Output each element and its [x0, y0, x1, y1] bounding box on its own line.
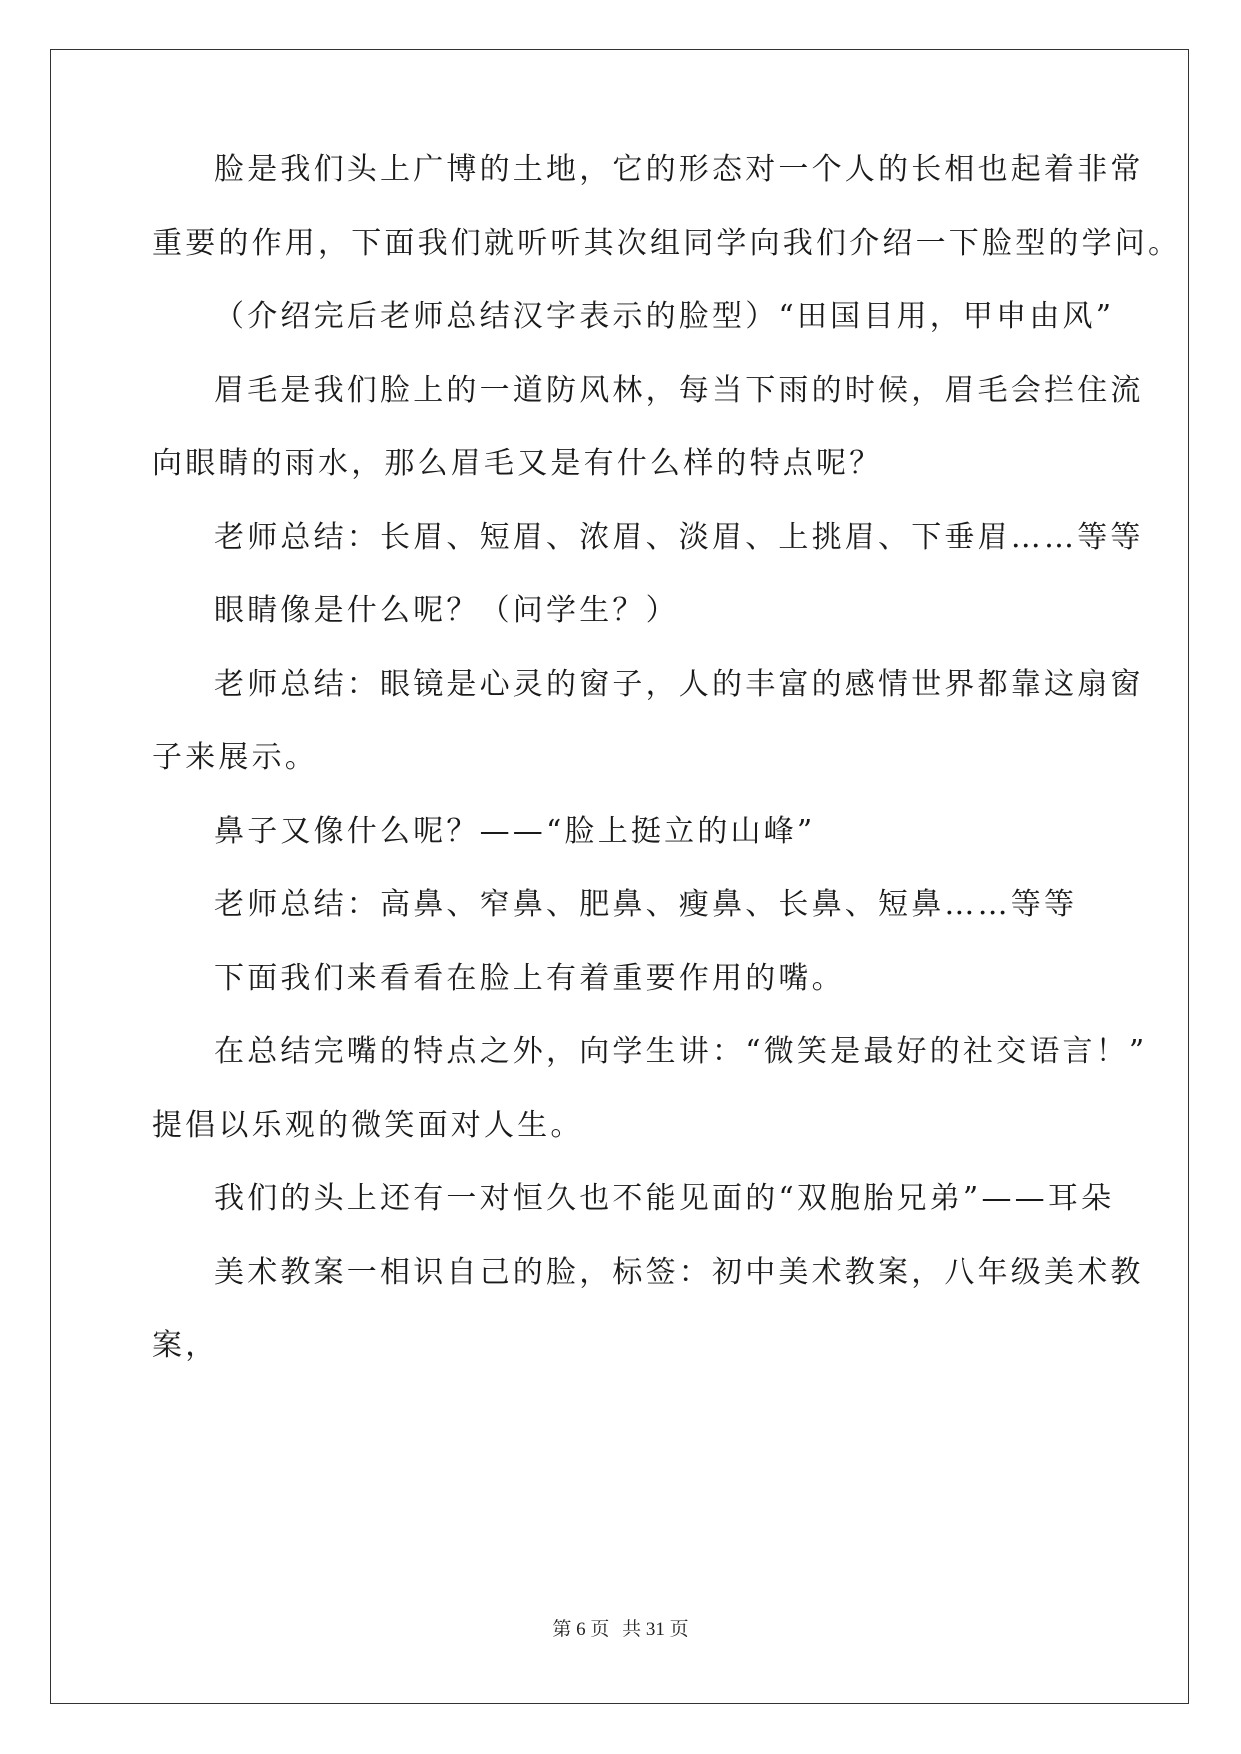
paragraph-line: 老师总结：高鼻、窄鼻、肥鼻、瘦鼻、长鼻、短鼻……等等 — [214, 887, 1078, 922]
page-footer — [0, 1614, 1241, 1641]
paragraph-line: 美术教案一相识自己的脸，标签：初中美术教案，八年级美术教 — [214, 1255, 1144, 1290]
paragraph-line: 鼻子又像什么呢？——“脸上挺立的山峰” — [214, 814, 816, 849]
paragraph-line: 提倡以乐观的微笑面对人生。 — [152, 1108, 584, 1143]
paragraph-line: 脸是我们头上广博的土地，它的形态对一个人的长相也起着非常 — [214, 152, 1144, 187]
paragraph-line: 眼睛像是什么呢？（问学生？） — [214, 593, 679, 628]
paragraph-line: 案， — [152, 1328, 219, 1363]
paragraph-line: 眉毛是我们脸上的一道防风林，每当下雨的时候，眉毛会拦住流 — [214, 373, 1144, 408]
paragraph-line: 在总结完嘴的特点之外，向学生讲：“微笑是最好的社交语言！” — [214, 1034, 1148, 1069]
paragraph-line: 老师总结：长眉、短眉、浓眉、淡眉、上挑眉、下垂眉……等等 — [214, 520, 1144, 555]
paragraph-line: 老师总结：眼镜是心灵的窗子，人的丰富的感情世界都靠这扇窗 — [214, 667, 1144, 702]
paragraph-line: （介绍完后老师总结汉字表示的脸型）“田国目用，甲申由风” — [214, 299, 1115, 334]
total-pages: 共 31 页 — [622, 1619, 689, 1640]
page-number: 第 6 页 — [552, 1619, 610, 1640]
paragraph-line: 我们的头上还有一对恒久也不能见面的“双胞胎兄弟”——耳朵 — [214, 1181, 1115, 1216]
paragraph-line: 向眼睛的雨水，那么眉毛又是有什么样的特点呢？ — [152, 446, 883, 481]
paragraph-line: 下面我们来看看在脸上有着重要作用的嘴。 — [214, 961, 845, 996]
paragraph-line: 重要的作用，下面我们就听听其次组同学向我们介绍一下脸型的学问。 — [152, 226, 1182, 261]
paragraph-line: 子来展示。 — [152, 740, 318, 775]
